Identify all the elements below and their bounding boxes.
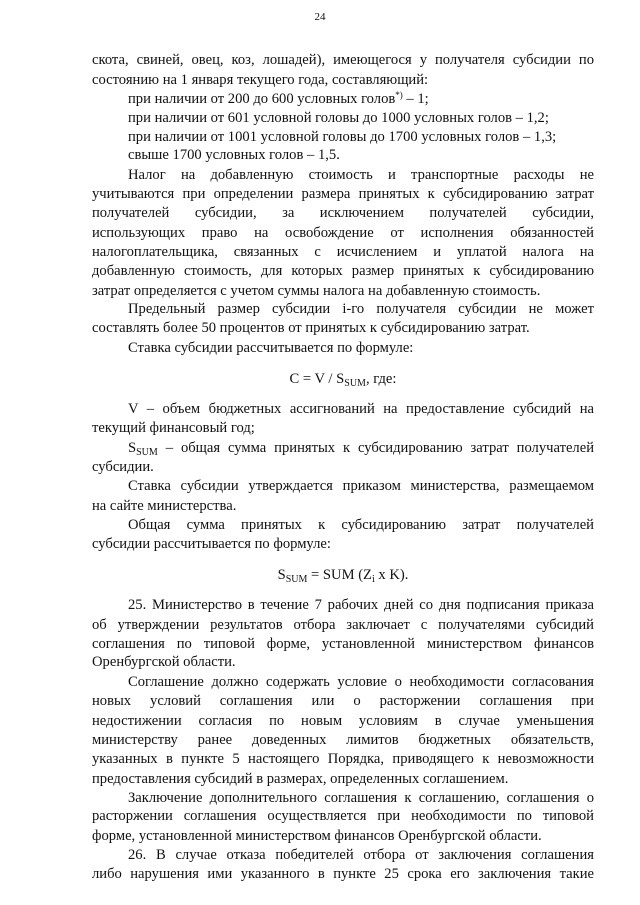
text-line: министерству ранее доведенных лимитов бюджетных обязательств, [92,731,594,748]
text-line: либо нарушения ими указанного в пункте 25 срока его заключения такие [92,866,594,882]
text-line: получателей субсидии, за исключением получателей субсидии, [92,205,594,222]
text-line: Ставка субсидии рассчитывается по формуле: [128,340,414,357]
text-line: затрат определяется с учетом суммы налога на добавленную стоимость. [92,282,541,299]
text-line: 25. Министерство в течение 7 рабочих дней со дня подписания приказа [128,596,594,613]
text-line: Оренбургской области. [92,654,236,671]
text-line: использующих право на освобождение от исполнения обязанностей [92,224,594,241]
text-line: свыше 1700 условных голов – 1,5. [128,147,340,164]
text-line: 26. В случае отказа победителей отбора от заключения соглашения [128,847,594,864]
text-line: Предельный размер субсидии i-го получателя субсидии не может [128,301,594,318]
text-line: $S_{SUM}$ – общая сумма принятых к субсидированию затрат получателей [128,440,594,459]
text-line: добавленную стоимость, для которых размер принятых к субсидированию [92,262,594,279]
text-line: состоянию на 1 января текущего года, составляющий: [92,71,429,88]
footnote-mark: *) [395,89,403,100]
text-line: субсидии рассчитывается по формуле: [92,535,331,552]
page-number: 24 [314,11,326,23]
formula-rate: $C = V / S_{SUM}$, где: [289,370,397,389]
text-line: предоставления субсидий в размерах, определенных соглашением. [92,770,509,787]
text-line: Заключение дополнительного соглашения к соглашению, соглашения о [128,789,594,806]
text-line: форме, установленной министерством финансов Оренбургской области. [92,828,542,845]
text-line: Общая сумма принятых к субсидированию затрат получателей [128,516,594,533]
text-line: Ставка субсидии утверждается приказом министерства, размещаемом [128,477,594,494]
text-line: об утверждении результатов отбора заключает с получателями субсидий [92,616,594,633]
text-line: при наличии от 1001 условной головы до 1700 условных голов – 1,3; [128,128,557,145]
text-line: скота, свиней, овец, коз, лошадей), имеющегося у получателя субсидии по [92,52,594,68]
text-line: субсидии. [92,459,154,475]
text-line: учитываются при определении размера принятых к субсидированию затрат [92,186,594,203]
text-line: соглашения по типовой форме, установленной министерством финансов [92,635,594,652]
text-line: на сайте министерства. [92,497,237,514]
text-line: налогоплательщика, связанных с исчислением и уплатой налога на [92,243,594,260]
text-line: при наличии от 200 до 600 условных голов*) – 1; [128,89,429,107]
text-line: недостижении согласия по новым условиям в случае уменьшения [92,712,594,729]
formula-sum: $S_{SUM}$ = SUM ($Z_i$ x K). [277,567,409,586]
text-line: новых условий соглашения или о расторжении соглашения при [92,693,594,710]
text-line: текущий финансовый год; [92,420,255,437]
text-line: указанных в пункте 5 настоящего Порядка, приводящего к невозможности [92,750,594,767]
text-line: Соглашение должно содержать условие о необходимости согласования [128,674,594,691]
text-line: Налог на добавленную стоимость и транспортные расходы не [128,167,594,184]
text-line: V – объем бюджетных ассигнований на предоставление субсидий на [128,401,594,418]
text-line: при наличии от 601 условной головы до 1000 условных голов – 1,2; [128,109,549,126]
text-line: расторжении соглашения осуществляется при необходимости по типовой [92,808,594,825]
text-line: составлять более 50 процентов от принятых к субсидированию затрат. [92,320,530,337]
